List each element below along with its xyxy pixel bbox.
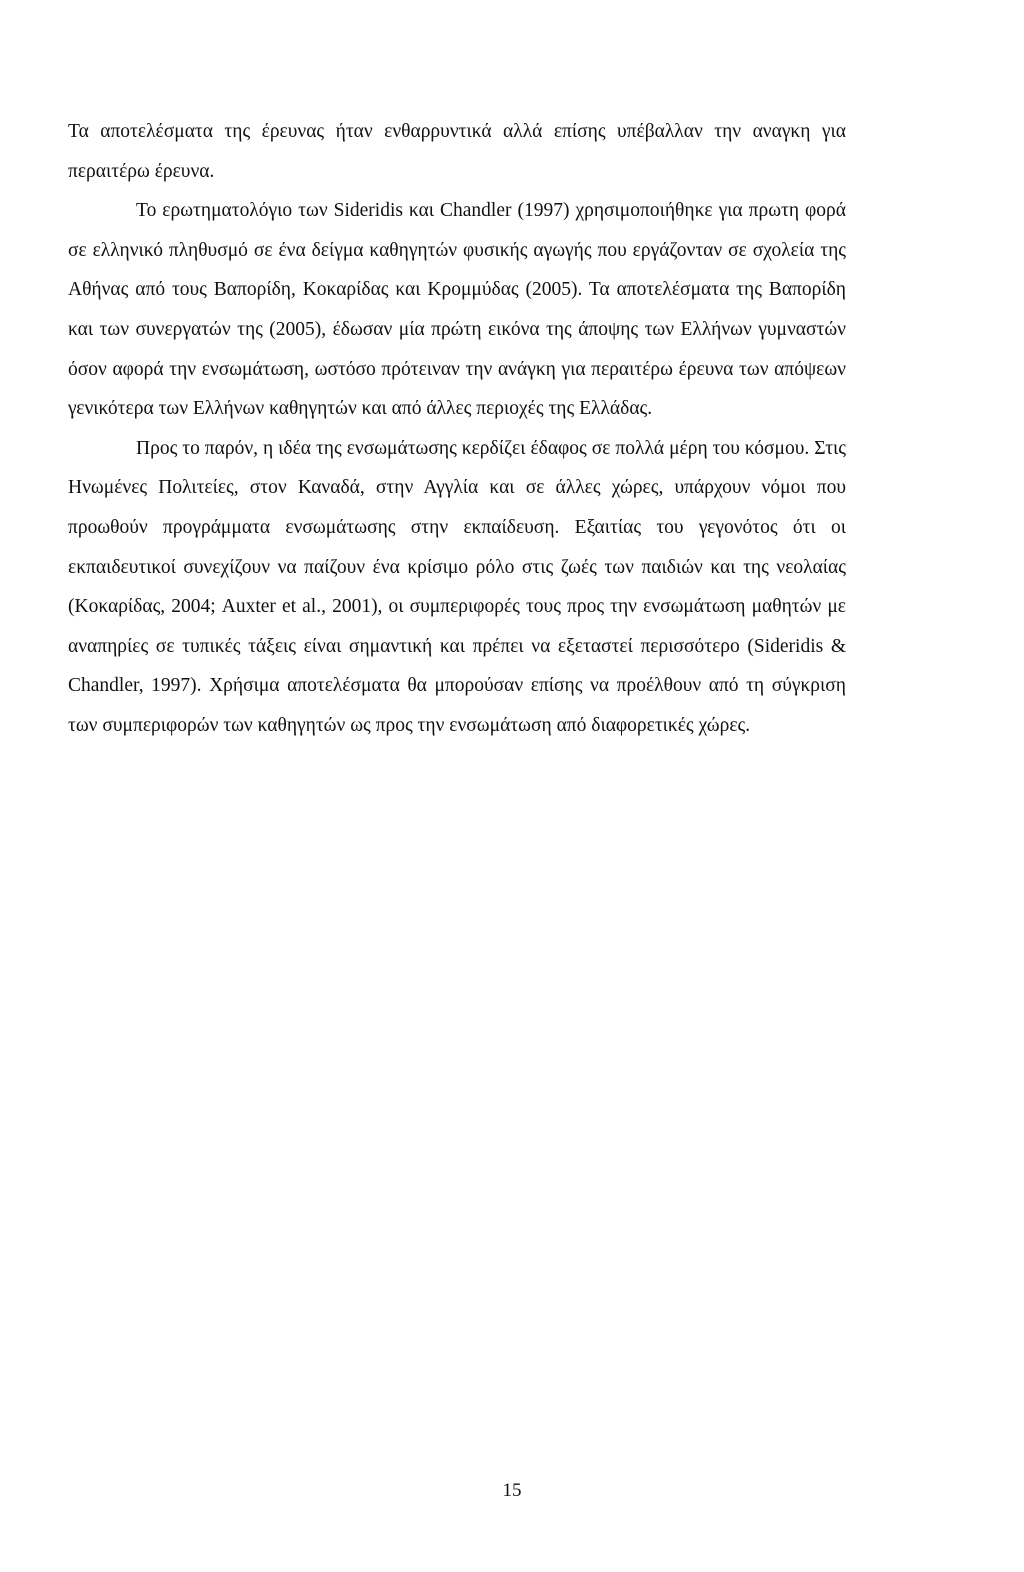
- paragraph-research-results: Τα αποτελέσματα της έρευνας ήταν ενθαρρυντικά αλλά επίσης υπέβαλλαν την αναγκη για περαιτέρω έρευνα.: [68, 121, 846, 182]
- page-body: [68, 112, 846, 746]
- paragraph-questionnaire-greece: Το ερωτηματολόγιο των Sideridis και Chandler (1997) χρησιμοποιήθηκε για πρωτη φορά σε ελληνικό πληθυσμό σε ένα δείγμα καθηγητών φυσικής αγωγής που εργάζονταν σε σχολεία της Αθήνας από τους Βαπορίδη, Κοκαρίδας και Κρομμύδας (2005). Τα αποτελέσματα της Βαπορίδη και των συνεργατών της (2005), έδωσαν μία πρώτη εικόνα της άποψης των Ελλήνων γυμναστών όσον αφορά την ενσωμάτωση, ωστόσο πρότειναν την ανάγκη για περαιτέρω έρευνα των απόψεων γενικότερα των Ελλήνων καθηγητών και από άλλες περιοχές της Ελλάδας.: [68, 200, 846, 420]
- paragraph-inclusion-worldwide: Προς το παρόν, η ιδέα της ενσωμάτωσης κερδίζει έδαφος σε πολλά μέρη του κόσμου. Στις Ηνωμένες Πολιτείες, στον Καναδά, στην Αγγλία και σε άλλες χώρες, υπάρχουν νόμοι που προωθούν προγράμματα ενσωμάτωσης στην εκπαίδευση. Εξαιτίας του γεγονότος ότι οι εκπαιδευτικοί συνεχίζουν να παίζουν ένα κρίσιμο ρόλο στις ζωές των παιδιών και της νεολαίας (Κοκαρίδας, 2004; Auxter et al., 2001), οι συμπεριφορές τους προς την ενσωμάτωση μαθητών με αναπηρίες σε τυπικές τάξεις είναι σημαντική και πρέπει να εξεταστεί περισσότερο (Sideridis & Chandler, 1997). Χρήσιμα αποτελέσματα θα μπορούσαν επίσης να προέλθουν από τη σύγκριση των συμπεριφορών των καθηγητών ως προς την ενσωμάτωση από διαφορετικές χώρες.: [68, 437, 846, 736]
- page-number: 15: [502, 1480, 522, 1501]
